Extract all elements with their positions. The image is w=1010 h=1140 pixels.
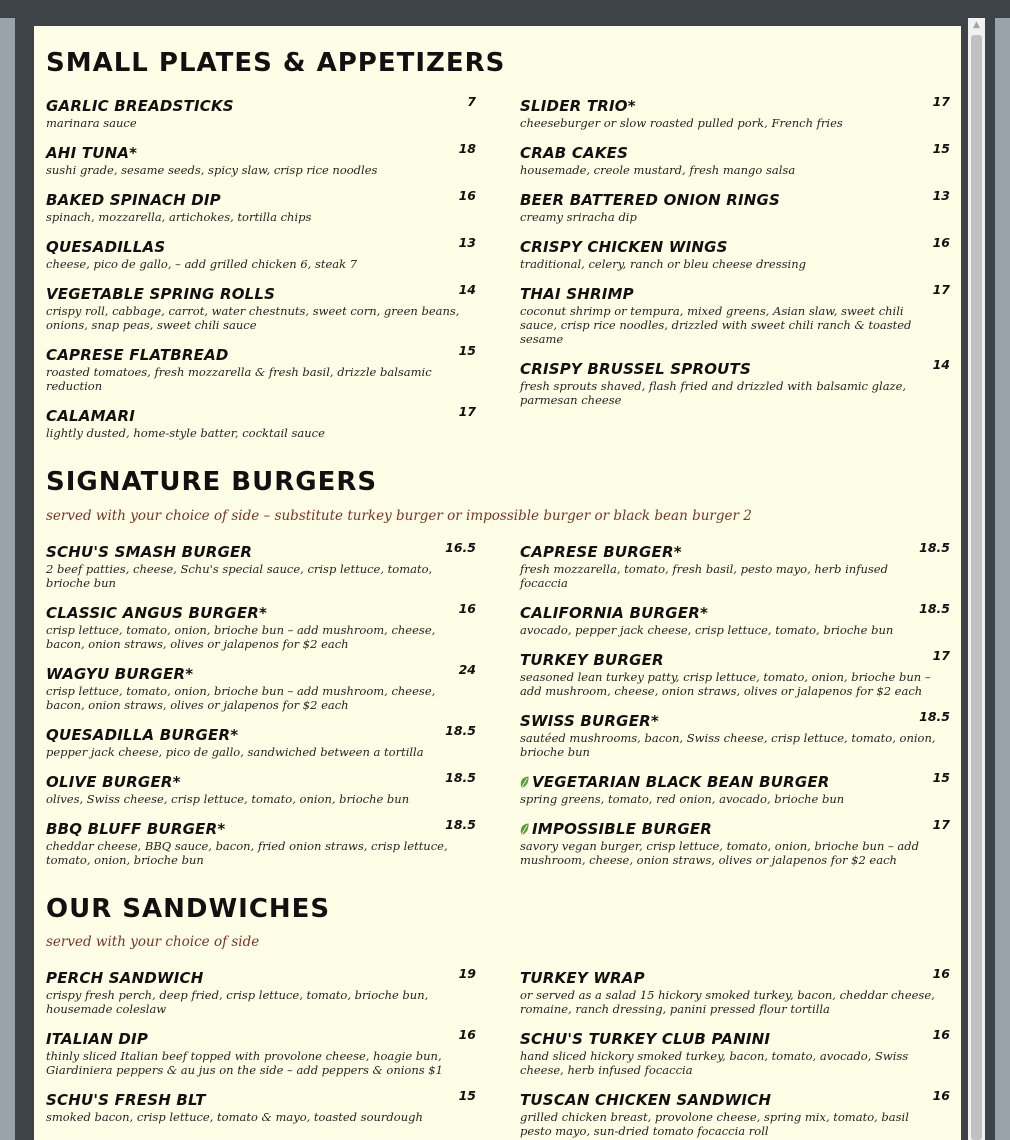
item-price: 16 <box>458 601 476 616</box>
item-description: crispy fresh perch, deep fried, crisp lettuce, tomato, brioche bun, housemade coleslaw <box>46 988 429 1016</box>
section-title-appetizers: SMALL PLATES & APPETIZERS <box>46 48 506 78</box>
item-price: 17 <box>932 94 950 109</box>
item-price: 15 <box>932 141 950 156</box>
item-price: 15 <box>458 1088 476 1103</box>
menu-item <box>520 540 950 590</box>
item-description: savory vegan burger, crisp lettuce, tomato, onion, brioche bun – add mushroom, cheese, onion straws, olives or jalapenos for $2 each <box>520 839 920 867</box>
menu-item <box>46 662 476 712</box>
item-description: marinara sauce <box>46 116 137 130</box>
item-price: 16 <box>932 1027 950 1042</box>
item-price: 15 <box>458 343 476 358</box>
item-name: THAI SHRIMP <box>520 285 634 303</box>
menu-item <box>46 404 476 440</box>
item-description: spinach, mozzarella, artichokes, tortilla chips <box>46 210 312 224</box>
item-name: CRAB CAKES <box>520 144 629 162</box>
item-description: sautéed mushrooms, bacon, Swiss cheese, crisp lettuce, tomato, onion, brioche bun <box>520 731 936 759</box>
menu-item <box>520 601 950 637</box>
item-price: 16 <box>458 188 476 203</box>
section-note-sandwiches: served with your choice of side <box>46 934 260 950</box>
item-name: SCHU'S TURKEY CLUB PANINI <box>520 1030 771 1048</box>
item-name: CLASSIC ANGUS BURGER* <box>46 604 268 622</box>
item-price: 13 <box>458 235 476 250</box>
item-name: VEGETABLE SPRING ROLLS <box>46 285 276 303</box>
item-name: CAPRESE FLATBREAD <box>46 346 229 364</box>
item-description: hand sliced hickory smoked turkey, bacon, tomato, avocado, Swiss cheese, herb infused focaccia <box>520 1049 909 1077</box>
item-name: TUSCAN CHICKEN SANDWICH <box>520 1091 772 1109</box>
item-name: IMPOSSIBLE BURGER <box>532 820 713 838</box>
menu-item <box>520 770 950 806</box>
item-name: TURKEY BURGER <box>520 651 664 669</box>
leaf-icon <box>520 823 529 835</box>
item-price: 7 <box>467 94 476 109</box>
menu-item <box>46 141 476 177</box>
menu-item <box>46 343 476 393</box>
item-description: crisp lettuce, tomato, onion, brioche bun – add mushroom, cheese, bacon, onion straws, olives or jalapenos for $2 each <box>46 684 436 712</box>
item-price: 17 <box>932 648 950 663</box>
section-note-burgers: served with your choice of side – substitute turkey burger or impossible burger or black bean burger 2 <box>46 508 752 524</box>
menu-item <box>520 1088 950 1138</box>
item-description: roasted tomatoes, fresh mozzarella & fresh basil, drizzle balsamic reduction <box>46 365 432 393</box>
item-price: 16 <box>458 1027 476 1042</box>
item-description: or served as a salad 15 hickory smoked turkey, bacon, cheddar cheese, romaine, ranch dressing, panini pressed flour tortilla <box>520 988 935 1016</box>
menu-item <box>520 709 950 759</box>
item-price: 14 <box>458 282 476 297</box>
item-name-with-icon <box>520 773 950 791</box>
item-description: thinly sliced Italian beef topped with provolone cheese, hoagie bun, Giardiniera peppers & au jus on the side – add peppers & onions $1 <box>46 1049 443 1077</box>
item-description: smoked bacon, crisp lettuce, tomato & mayo, toasted sourdough <box>46 1110 423 1124</box>
item-description: traditional, celery, ranch or bleu cheese dressing <box>520 257 806 271</box>
item-description: creamy sriracha dip <box>520 210 637 224</box>
item-name: AHI TUNA* <box>46 144 138 162</box>
item-description: lightly dusted, home-style batter, cocktail sauce <box>46 426 325 440</box>
item-price: 16 <box>932 966 950 981</box>
menu-item <box>520 188 950 224</box>
item-description: fresh mozzarella, tomato, fresh basil, pesto mayo, herb infused focaccia <box>520 562 888 590</box>
item-price: 18.5 <box>919 540 950 555</box>
menu-item <box>46 94 476 130</box>
item-name: SCHU'S FRESH BLT <box>46 1091 206 1109</box>
item-price: 17 <box>458 404 476 419</box>
menu-item <box>520 817 950 867</box>
item-description: coconut shrimp or tempura, mixed greens, Asian slaw, sweet chili sauce, crisp rice noodles, drizzled with sweet chili ranch & toasted sesame <box>520 304 912 346</box>
item-description: housemade, creole mustard, fresh mango salsa <box>520 163 796 177</box>
item-price: 19 <box>458 966 476 981</box>
item-price: 18.5 <box>445 723 476 738</box>
item-description: seasoned lean turkey patty, crisp lettuce, tomato, onion, brioche bun – add mushroom, cheese, onion straws, olives or jalapenos for $2 each <box>520 670 931 698</box>
item-name: WAGYU BURGER* <box>46 665 194 683</box>
menu-item <box>520 141 950 177</box>
menu-item <box>520 282 950 346</box>
item-price: 16 <box>932 235 950 250</box>
item-price: 16 <box>932 1088 950 1103</box>
item-name: CRISPY CHICKEN WINGS <box>520 238 728 256</box>
leaf-icon <box>520 776 529 788</box>
menu-item <box>46 235 476 271</box>
menu-item <box>520 235 950 271</box>
item-name: CALAMARI <box>46 407 136 425</box>
item-description: fresh sprouts shaved, flash fried and drizzled with balsamic glaze, parmesan cheese <box>520 379 907 407</box>
item-name: BAKED SPINACH DIP <box>46 191 221 209</box>
menu-item <box>46 282 476 332</box>
item-price: 13 <box>932 188 950 203</box>
item-name: QUESADILLAS <box>46 238 166 256</box>
menu-item <box>520 1027 950 1077</box>
item-price: 18 <box>458 141 476 156</box>
item-name: TURKEY WRAP <box>520 969 645 987</box>
item-description: grilled chicken breast, provolone cheese, spring mix, tomato, basil pesto mayo, sun-dried tomato focaccia roll <box>520 1110 909 1138</box>
item-description: 2 beef patties, cheese, Schu's special sauce, crisp lettuce, tomato, brioche bun <box>46 562 433 590</box>
item-description: cheddar cheese, BBQ sauce, bacon, fried onion straws, crisp lettuce, tomato, onion, brioche bun <box>46 839 448 867</box>
item-price: 18.5 <box>919 709 950 724</box>
menu-item <box>46 540 476 590</box>
vertical-scrollbar[interactable] <box>968 18 985 1140</box>
item-description: olives, Swiss cheese, crisp lettuce, tomato, onion, brioche bun <box>46 792 410 806</box>
menu-item <box>46 1027 476 1077</box>
item-name: QUESADILLA BURGER* <box>46 726 239 744</box>
item-name: CALIFORNIA BURGER* <box>520 604 708 622</box>
item-name: OLIVE BURGER* <box>46 773 181 791</box>
item-name: ITALIAN DIP <box>46 1030 149 1048</box>
item-description: sushi grade, sesame seeds, spicy slaw, crisp rice noodles <box>46 163 378 177</box>
item-name: SWISS BURGER* <box>520 712 659 730</box>
item-name: GARLIC BREADSTICKS <box>46 97 234 115</box>
menu-page <box>34 26 961 1140</box>
item-name: VEGETARIAN BLACK BEAN BURGER <box>532 773 830 791</box>
item-name: SLIDER TRIO* <box>520 97 636 115</box>
menu-item <box>46 817 476 867</box>
menu-item <box>520 357 950 407</box>
item-price: 18.5 <box>445 817 476 832</box>
menu-item <box>46 188 476 224</box>
item-price: 18.5 <box>919 601 950 616</box>
menu-item <box>46 723 476 759</box>
item-name: PERCH SANDWICH <box>46 969 204 987</box>
menu-item <box>520 966 950 1016</box>
item-price: 17 <box>932 817 950 832</box>
scrollbar-thumb[interactable] <box>971 35 982 1140</box>
section-title-burgers: SIGNATURE BURGERS <box>46 467 378 497</box>
menu-item <box>46 1088 476 1124</box>
item-name: CRISPY BRUSSEL SPROUTS <box>520 360 751 378</box>
section-title-sandwiches: OUR SANDWICHES <box>46 894 331 924</box>
item-description: avocado, pepper jack cheese, crisp lettuce, tomato, brioche bun <box>520 623 894 637</box>
item-name-with-icon <box>520 820 950 838</box>
item-name: BBQ BLUFF BURGER* <box>46 820 226 838</box>
item-price: 17 <box>932 282 950 297</box>
menu-item <box>520 648 950 698</box>
item-description: crisp lettuce, tomato, onion, brioche bun – add mushroom, cheese, bacon, onion straws, olives or jalapenos for $2 each <box>46 623 436 651</box>
menu-item <box>46 770 476 806</box>
item-description: spring greens, tomato, red onion, avocado, brioche bun <box>520 792 845 806</box>
menu-item <box>520 94 950 130</box>
item-description: pepper jack cheese, pico de gallo, sandwiched between a tortilla <box>46 745 424 759</box>
scroll-up-arrow-icon[interactable]: ▲ <box>973 20 980 30</box>
item-price: 15 <box>932 770 950 785</box>
item-description: cheeseburger or slow roasted pulled pork, French fries <box>520 116 843 130</box>
item-description: cheese, pico de gallo, – add grilled chicken 6, steak 7 <box>46 257 358 271</box>
item-name: CAPRESE BURGER* <box>520 543 682 561</box>
menu-item <box>46 966 476 1016</box>
item-description: crispy roll, cabbage, carrot, water chestnuts, sweet corn, green beans, onions, snap peas, sweet chili sauce <box>46 304 460 332</box>
item-name: BEER BATTERED ONION RINGS <box>520 191 781 209</box>
menu-item <box>46 601 476 651</box>
item-name: SCHU'S SMASH BURGER <box>46 543 253 561</box>
item-price: 18.5 <box>445 770 476 785</box>
item-price: 16.5 <box>445 540 476 555</box>
item-price: 24 <box>458 662 476 677</box>
item-price: 14 <box>932 357 950 372</box>
